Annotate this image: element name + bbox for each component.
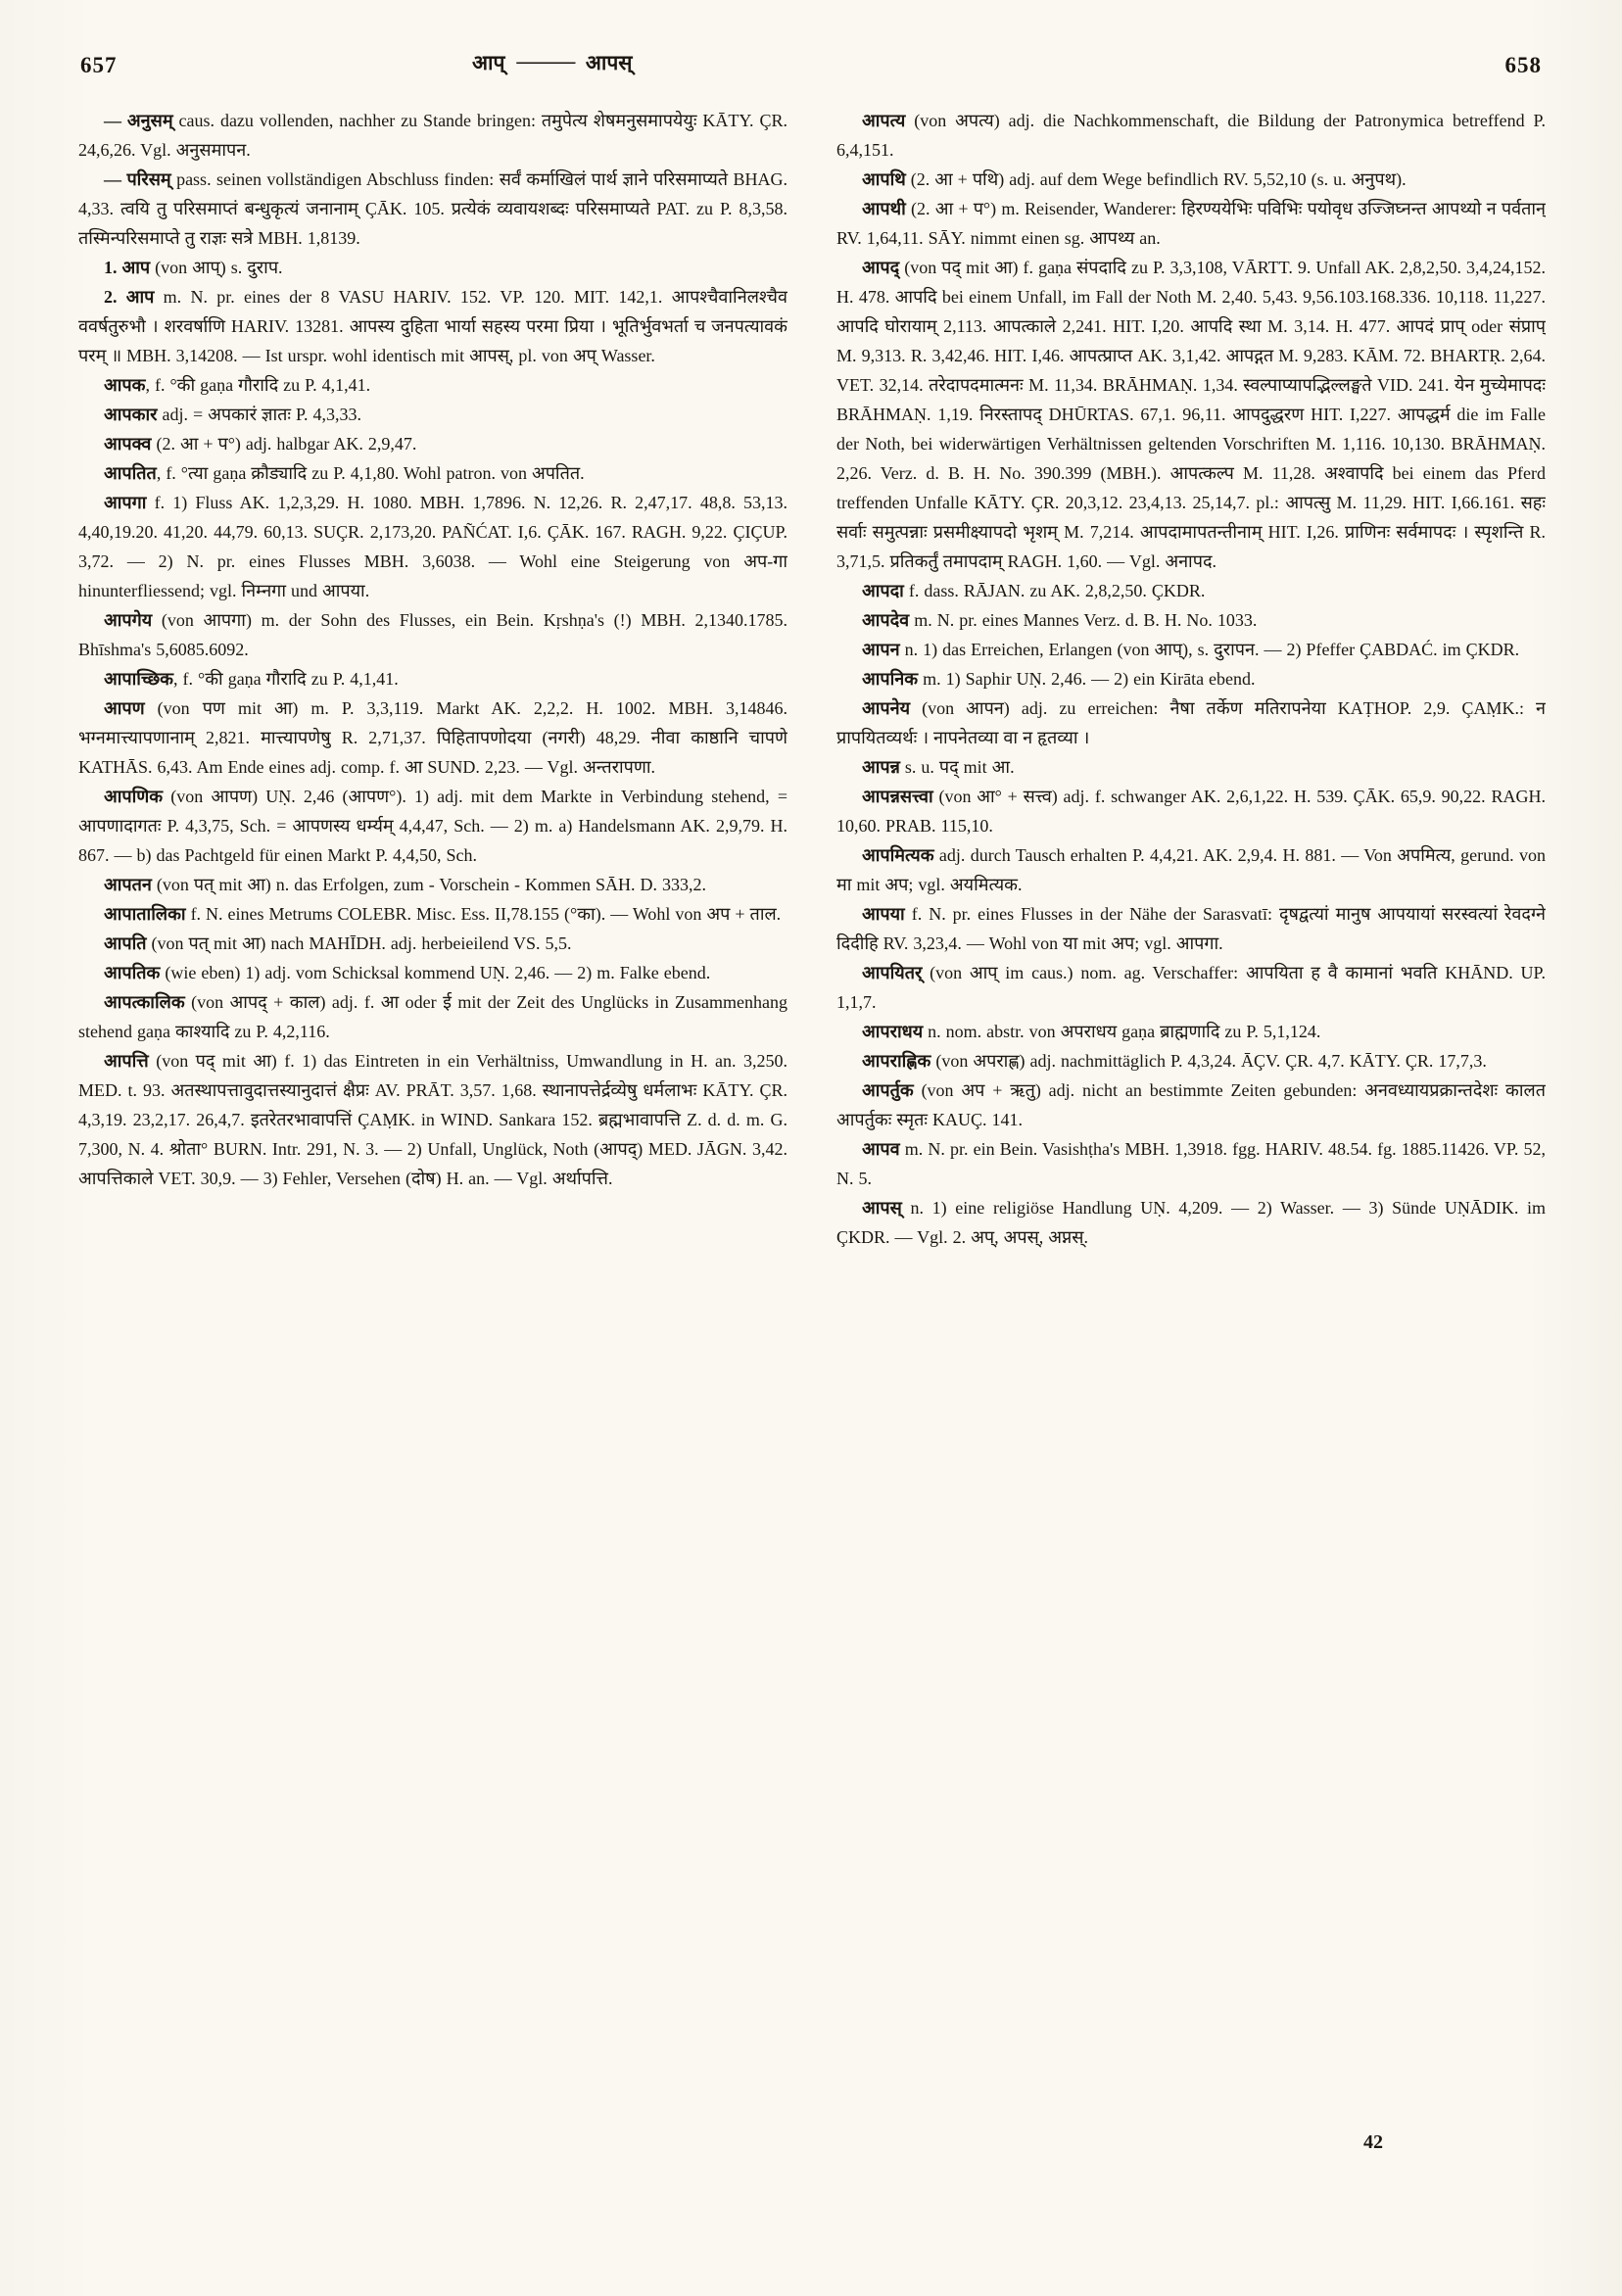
entry-headword: आपन्न [862, 757, 900, 777]
entry-headword: आपस् [862, 1198, 902, 1218]
entry-headword: आपमित्यक [862, 845, 934, 865]
entry-headword: आपर्तुक [862, 1080, 914, 1100]
entry-headword: आपगेय [104, 610, 153, 630]
dictionary-entry: आपगेय (von आपगा) m. der Sohn des Flusses, ein Bein. Kṛshṇa's (!) MBH. 2,1340.1785. Bhīshma's 5,6085.6092. [78, 610, 787, 659]
entry-headword: आपत्य [862, 111, 906, 130]
dictionary-entry: — अनुसम् caus. dazu vollenden, nachher zu Stande bringen: तमुपेत्य शेषमनुसमापयेयुः KĀTY. ÇR. 24,6,26. Vgl. अनुसमापन. [78, 111, 787, 160]
entry-headword: आपन [862, 640, 900, 659]
dictionary-entry: आपनेय (von आपन) adj. zu erreichen: नैषा तर्केण मतिरापनेया KAṬHOP. 2,9. ÇAṂK.: न प्रापयितव्यर्थः । नापनेतव्या वा न हृतव्या । [836, 698, 1546, 747]
entry-headword: आपाच्छिक [104, 669, 174, 689]
dictionary-entry: आपगा f. 1) Fluss AK. 1,2,3,29. H. 1080. MBH. 1,7896. N. 12,26. R. 2,47,17. 48,8. 53,13. 4,40,19.20. 41,20. 44,79. 60,13. SUÇR. 2,173,20. PAÑĆAT. I,6. ÇĀK. 167. RAGH. 9,22. ÇIÇUP. 3,72. — 2) N. pr. eines Flusses MBH. 3,6038. — Wohl eine Steigerung von अप-गा hinunterfliessend; vgl. निम्नगा und आपया. [78, 493, 787, 600]
entry-headword: आपया [862, 904, 905, 924]
dictionary-entry: आपातालिका f. N. eines Metrums COLEBR. Misc. Ess. II,78.155 (°का). — Wohl von अप + ताल. [104, 904, 782, 924]
entry-headword: आपतिक [104, 963, 161, 982]
dictionary-entry: आपथि (2. आ + पथि) adj. auf dem Wege befindlich RV. 5,52,10 (s. u. अनुपथ). [862, 169, 1407, 189]
running-head-last-word: आपस् [585, 51, 633, 74]
dictionary-entry: आपथी (2. आ + प°) m. Reisender, Wanderer: हिरण्ययेभिः पविभिः पयोवृध उज्जिघ्नन्त आपथ्यो न पर्वतान् RV. 1,64,11. SĀY. nimmt einen sg. आपथ्य an. [836, 199, 1546, 248]
right-column [836, 106, 1546, 2222]
entry-headword: 1. आप [104, 258, 151, 277]
dictionary-entry: आपणिक (von आपण) UṆ. 2,46 (आपण°). 1) adj. mit dem Markte in Verbindung stehend, = आपणादागतः P. 4,3,75, Sch. = आपणस्य धर्म्यम् 4,4,47, Sch. — 2) m. a) Handelsmann AK. 2,9,79. H. 867. — b) das Pachtgeld für einen Markt P. 4,4,50, Sch. [78, 787, 787, 865]
dictionary-entry: आपण (von पण mit आ) m. P. 3,3,119. Markt AK. 2,2,2. H. 1002. MBH. 3,14846. भग्नमात्त्यापणानाम् 2,821. मात्त्यापणेषु R. 2,71,37. पिहितापणोदया (नगरी) 48,29. नीवा काष्ठानि चापणे KATHĀS. 6,43. Am Ende eines adj. comp. f. आ SUND. 2,23. — Vgl. अन्तरापणा. [78, 698, 787, 777]
entry-headword: आपतन [104, 875, 152, 894]
dictionary-entry: आपत्कालिक (von आपद् + काल) adj. f. आ oder ई mit der Zeit des Unglücks in Zusammenhang stehend gaṇa काश्यादि zu P. 4,2,116. [78, 992, 787, 1041]
text-columns [78, 106, 1546, 2222]
entry-headword: आपणिक [104, 787, 164, 806]
entry-headword: — परिसम् [104, 169, 171, 189]
dictionary-entry: — परिसम् pass. seinen vollständigen Abschluss finden: सर्वं कर्माखिलं पार्थ ज्ञाने परिसमाप्यते BHAG. 4,33. त्वयि तु परिसमाप्तं बन्धुकृत्यं जनानाम् ÇĀK. 105. प्रत्येकं व्यवायशब्दः परिसमाप्यते PAT. zu P. 8,3,58. तस्मिन्परिसमाप्ते तु राज्ञः सत्रे MBH. 1,8139. [78, 169, 787, 248]
entry-headword: आपक्व [104, 434, 152, 454]
dictionary-entry: आपराधय n. nom. abstr. von अपराधय gaṇa ब्राह्मणादि zu P. 5,1,124. [862, 1022, 1321, 1041]
entry-headword: आपक [104, 375, 146, 395]
dictionary-entry: आपयितर् (von आप् im caus.) nom. ag. Verschaffer: आपयिता ह वै कामानां भवति KHĀND. UP. 1,1,7. [836, 963, 1546, 1012]
entry-headword: आपगा [104, 493, 147, 512]
dictionary-entry: आपत्य (von अपत्य) adj. die Nachkommenschaft, die Bildung der Patronymica betreffend P. 6,4,151. [836, 111, 1546, 160]
entry-headword: आपनिक [862, 669, 919, 689]
dictionary-entry: आपन n. 1) das Erreichen, Erlangen (von आप्), s. दुरापन. — 2) Pfeffer ÇABDAĆ. im ÇKDR. [862, 640, 1520, 659]
dictionary-entry: आपया f. N. pr. eines Flusses in der Nähe der Sarasvatī: दृषद्वत्यां मानुष आपयायां सरस्वत्यां रेवदग्ने दिदीहि RV. 3,23,4. — Wohl von या mit अप; vgl. आपगा. [836, 904, 1546, 953]
entry-headword: आपराह्णिक [862, 1051, 931, 1071]
dictionary-entry: आपकार adj. = अपकारं ज्ञातः P. 4,3,33. [104, 405, 362, 424]
entry-headword: आपति [104, 933, 147, 953]
dictionary-entry: आपत्ति (von पद् mit आ) f. 1) das Eintreten in ein Verhältniss, Umwandlung in H. an. 3,250. MED. t. 93. अतस्थापत्तावुदात्तस्यानुदात्तं क्षैप्रः AV. PRĀT. 3,57. 1,68. स्थानापत्तेर्द्रव्येषु धर्मलाभः KĀTY. ÇR. 4,3,19. 23,2,17. 26,4,7. इतरेतरभावापत्तिं ÇAṂK. in WIND. Sankara 152. ब्रह्मभावापत्ति Z. d. d. m. G. 7,300, N. 4. श्रोता° BURN. Intr. 291, N. 3. — 2) Unfall, Unglück, Noth (आपद्) MED. JĀGN. 3,42. आपत्तिकाले VET. 30,9. — 3) Fehler, Versehen (दोष) H. an. — Vgl. अर्थापत्ति. [78, 1051, 787, 1188]
dictionary-entry: आपदेव m. N. pr. eines Mannes Verz. d. B. H. No. 1033. [862, 610, 1258, 630]
entry-headword: आपदेव [862, 610, 910, 630]
dictionary-entry: आपन्नसत्त्वा (von आ° + सत्त्व) adj. f. schwanger AK. 2,6,1,22. H. 539. ÇĀK. 65,9. 90,22. RAGH. 10,60. PRAB. 115,10. [836, 787, 1546, 836]
entry-headword: आपयितर् [862, 963, 923, 982]
dictionary-entry: आपन्न s. u. पद् mit आ. [862, 757, 1015, 777]
dictionary-entry: आपदा f. dass. RĀJAN. zu AK. 2,8,2,50. ÇKDR. [862, 581, 1206, 600]
dictionary-entry: आपस् n. 1) eine religiöse Handlung UṆ. 4,209. — 2) Wasser. — 3) Sünde UṆĀDIK. im ÇKDR. — Vgl. 2. अप्, अपस्, अप्नस्. [836, 1198, 1546, 1247]
entry-headword: आपत्कालिक [104, 992, 185, 1012]
dictionary-entry: आपनिक m. 1) Saphir UṆ. 2,46. — 2) ein Kirāta ebend. [862, 669, 1256, 689]
dictionary-entry: आपव m. N. pr. ein Bein. Vasishṭha's MBH. 1,3918. fgg. HARIV. 48.54. fg. 1885.11426. VP. 52, N. 5. [836, 1139, 1546, 1188]
dictionary-entry: 1. आप (von आप्) s. दुराप. [104, 258, 283, 277]
page-number-right: 658 [1504, 53, 1542, 77]
entry-headword: आपराधय [862, 1022, 924, 1041]
entry-headword: 2. आप [104, 287, 155, 307]
dictionary-entry: आपर्तुक (von अप + ऋतु) adj. nicht an bestimmte Zeiten gebunden: अनवध्यायप्रक्रान्तदेशः कालत आपर्तुकः स्मृतः KAUÇ. 141. [836, 1080, 1546, 1129]
dictionary-entry: 2. आप m. N. pr. eines der 8 VASU HARIV. 152. VP. 120. MIT. 142,1. आपश्चैवानिलश्चैव ववर्षतुरुभौ । शरवर्षाणि HARIV. 13281. आपस्य दुहिता भार्या सहस्य परमा प्रिया । भूतिर्भुवभर्ता च जनपत्यावकं परम् ॥ MBH. 3,14208. — Ist urspr. wohl identisch mit आपस्, pl. von अप् Wasser. [78, 287, 787, 365]
dictionary-entry: आपति (von पत् mit आ) nach MAHĪDH. adj. herbeieilend VS. 5,5. [104, 933, 572, 953]
entry-headword: आपातालिका [104, 904, 186, 924]
dictionary-entry: आपतित, f. °त्या gaṇa क्रौड्यादि zu P. 4,1,80. Wohl patron. von अपतित. [104, 463, 585, 483]
entry-headword: आपथि [862, 169, 906, 189]
running-head-first-word: आप् [472, 51, 505, 74]
entry-headword: आपदा [862, 581, 904, 600]
entry-headword: आपत्ति [104, 1051, 149, 1071]
entry-headword: आपण [104, 698, 145, 718]
running-head [78, 47, 1546, 92]
dictionary-entry: आपाच्छिक, f. °की gaṇa गौरादि zu P. 4,1,41. [104, 669, 399, 689]
dictionary-entry: आपराह्णिक (von अपराह्ण) adj. nachmittäglich P. 4,3,24. ĀÇV. ÇR. 4,7. KĀTY. ÇR. 17,7,3. [862, 1051, 1487, 1071]
entry-headword: आपतित [104, 463, 157, 483]
dictionary-entry: आपक, f. °की gaṇa गौरादि zu P. 4,1,41. [104, 375, 371, 395]
page-number-left: 657 [80, 53, 118, 77]
entry-headword: आपकार [104, 405, 158, 424]
entry-headword: आपथी [862, 199, 906, 218]
dictionary-entry: आपद् (von पद् mit आ) f. gaṇa संपदादि zu P. 3,3,108, VĀRTT. 9. Unfall AK. 2,8,2,50. 3,4,24,152. H. 478. आपदि bei einem Unfall, im Fall der Noth M. 2,40. 5,43. 9,56.103.168.336. 10,118. 11,227. आपदि घोरायाम् 2,113. आपत्काले 2,241. HIT. I,20. आपदि स्था M. 3,14. H. 477. आपदं प्राप् oder संप्राप् M. 9,313. R. 3,42,46. HIT. I,46. आपत्प्राप्त AK. 3,1,42. आपद्गत M. 9,283. KĀM. 72. BHARTṚ. 2,64. VET. 32,14. तरेदापदमात्मनः M. 11,34. BRĀHMAṆ. 1,34. स्वल्पाप्यापद्भिल्लङ्घते VID. 241. येन मुच्येमापदः BRĀHMAṆ. 1,19. निरस्तापद् DHŪRTAS. 67,1. 96,11. आपदुद्धरण HIT. I,227. आपद्धर्म die im Falle der Noth, bei widerwärtigen Verhältnissen geltenden Vorschriften M. 1,116. 10,130. BRĀHMAṆ. 2,26. Verz. d. B. H. No. 390.399 (MBH.). आपत्कल्प M. 11,28. अश्वापदि bei einem das Pferd treffenden Unfalle KĀTY. ÇR. 20,3,12. 23,4,13. 25,14,7. pl.: आपत्सु M. 11,29. HIT. I,66.161. सहः सर्वाः समुत्पन्नाः प्रसमीक्ष्यापदो भृशम् M. 7,214. आपदामापतन्तीनाम् HIT. I,26. प्राणिनः सर्वमापदः । स्पृशन्ति R. 3,71,5. प्रतिकर्तुं तमापदाम् RAGH. 1,60. — Vgl. अनापद. [836, 258, 1546, 571]
running-head-separator: ——— [516, 48, 574, 72]
dictionary-entry: आपमित्यक adj. durch Tausch erhalten P. 4,4,21. AK. 2,9,4. H. 881. — Von अपमित्य, gerund. von मा mit अप; vgl. अयमित्यक. [836, 845, 1546, 894]
entry-headword: आपनेय [862, 698, 911, 718]
dictionary-entry: आपतिक (wie eben) 1) adj. vom Schicksal kommend UṆ. 2,46. — 2) m. Falke ebend. [104, 963, 711, 982]
entry-headword: आपव [862, 1139, 900, 1159]
entry-headword: — अनुसम् [104, 111, 173, 130]
left-column [78, 106, 787, 2222]
entry-headword: आपन्नसत्त्वा [862, 787, 933, 806]
running-head-words [472, 49, 632, 76]
entry-headword: आपद् [862, 258, 900, 277]
dictionary-entry: आपक्व (2. आ + प°) adj. halbgar AK. 2,9,47. [104, 434, 417, 454]
signature-number: 42 [1363, 2131, 1383, 2153]
dictionary-entry: आपतन (von पत् mit आ) n. das Erfolgen, zum - Vorschein - Kommen SĀH. D. 333,2. [104, 875, 707, 894]
